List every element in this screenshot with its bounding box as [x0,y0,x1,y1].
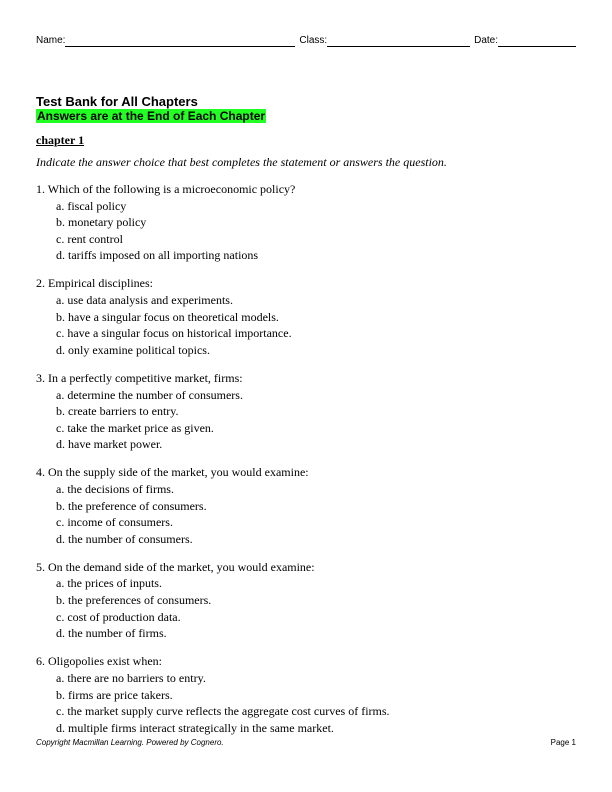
answer-choice: a. there are no barriers to entry. [56,670,206,685]
page-title: Test Bank for All Chapters [36,94,198,109]
answer-choice: c. income of consumers. [56,515,173,530]
question [36,275,576,358]
name-blank-line [65,36,295,47]
answer-choice: d. tariffs imposed on all importing nations [56,248,259,263]
question [36,370,576,453]
answer-choice: b. monetary policy [56,215,147,230]
answer-choice: a. fiscal policy [56,198,127,213]
answer-choice: b. create barriers to entry. [56,404,179,419]
question-list [36,181,576,748]
answer-choice: b. have a singular focus on theoretical models. [56,309,279,324]
page-footer [36,738,576,748]
class-blank-line [327,36,470,47]
question-stem: 2. Empirical disciplines: [36,276,153,291]
answer-choice: d. multiple firms interact strategically in the same market. [56,720,334,735]
date-blank-line [498,36,576,47]
question-stem: 3. In a perfectly competitive market, firms: [36,370,243,385]
class-label: Class: [299,35,328,46]
question-stem: 1. Which of the following is a microeconomic policy? [36,182,296,196]
answer-choice: b. firms are price takers. [56,687,173,702]
header-fields [36,35,576,47]
page-number: Page 1 [550,738,576,747]
answer-choice: d. have market power. [56,437,163,452]
copyright-text: Copyright Macmillan Learning. Powered by Cognero. [36,738,224,747]
instructions-text: Indicate the answer choice that best completes the statement or answers the question. [36,155,447,169]
chapter-heading: chapter 1 [36,133,85,147]
date-label: Date: [474,35,499,46]
question [36,653,576,736]
question-stem: 4. On the supply side of the market, you would examine: [36,465,309,480]
answer-choice: a. determine the number of consumers. [56,387,243,402]
answer-choice: d. only examine political topics. [56,342,210,357]
question [36,559,576,642]
answer-choice: c. cost of production data. [56,609,181,624]
name-label: Name: [36,35,66,46]
answer-choice: b. the preferences of consumers. [56,593,212,608]
answer-choice: a. the prices of inputs. [56,576,162,591]
answer-choice: d. the number of firms. [56,626,167,641]
page-subtitle-highlight: Answers are at the End of Each Chapter [37,109,266,123]
answer-choice: c. the market supply curve reflects the aggregate cost curves of firms. [56,704,390,719]
question [36,464,576,547]
question [36,181,576,264]
question-stem: 6. Oligopolies exist when: [36,654,162,669]
answer-choice: d. the number of consumers. [56,531,193,546]
answer-choice: c. take the market price as given. [56,420,214,435]
answer-choice: c. have a singular focus on historical importance. [56,326,292,341]
answer-choice: a. the decisions of firms. [56,482,174,496]
answer-choice: a. use data analysis and experiments. [56,293,233,308]
answer-choice: c. rent control [56,231,123,246]
answer-choice: b. the preference of consumers. [56,498,207,513]
question-stem: 5. On the demand side of the market, you would examine: [36,559,315,574]
